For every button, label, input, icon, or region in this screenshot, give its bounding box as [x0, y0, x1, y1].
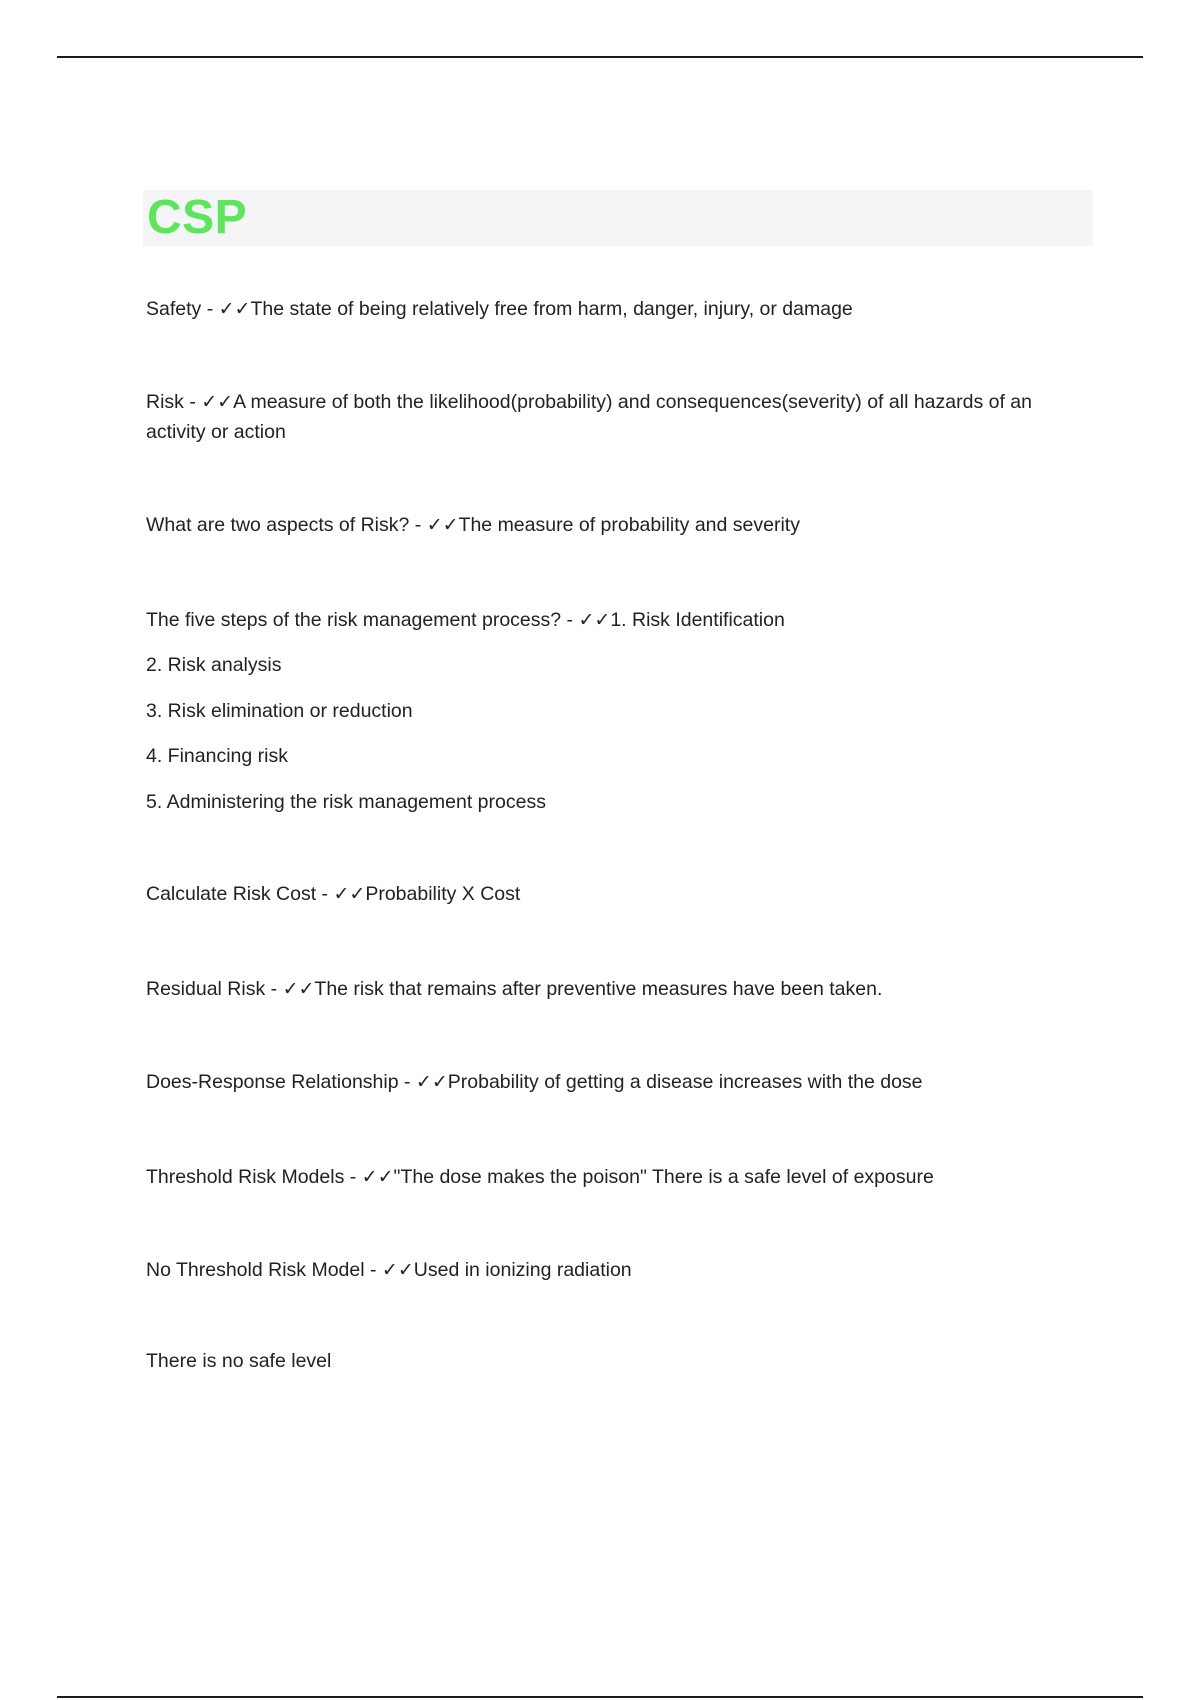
- flashcard-entry: [146, 1255, 1086, 1285]
- list-item: 4. Financing risk: [146, 745, 288, 767]
- document-title: CSP: [147, 191, 248, 244]
- flashcard-entry: [146, 294, 1086, 324]
- term: Residual Risk: [146, 978, 266, 1000]
- check-icon: ✓✓: [201, 391, 234, 413]
- check-icon: ✓✓: [333, 883, 366, 905]
- flashcard-entry: [146, 387, 1086, 447]
- separator: -: [201, 298, 219, 320]
- separator: -: [183, 391, 202, 413]
- list-item: 2. Risk analysis: [146, 654, 282, 676]
- separator: -: [265, 978, 283, 1000]
- definition: Probability of getting a disease increases with the dose: [447, 1071, 923, 1093]
- check-icon: ✓✓: [282, 978, 315, 1000]
- top-rule: [57, 56, 1143, 58]
- definition: Used in ionizing radiation: [413, 1259, 632, 1281]
- flashcard-entry: [146, 605, 1086, 635]
- separator: -: [409, 514, 427, 536]
- definition: A measure of both the likelihood(probability) and consequences(severity) of all hazards of an activity or action: [146, 391, 1032, 443]
- check-icon: ✓✓: [415, 1071, 448, 1093]
- definition: The state of being relatively free from harm, danger, injury, or damage: [250, 298, 853, 320]
- flashcard-entry: [146, 1162, 1086, 1192]
- list-item: 3. Risk elimination or reduction: [146, 700, 413, 722]
- bottom-rule: [57, 1696, 1143, 1698]
- check-icon: ✓✓: [381, 1259, 414, 1281]
- definition: Probability X Cost: [365, 883, 521, 905]
- check-icon: ✓✓: [578, 609, 611, 631]
- separator: -: [344, 1166, 362, 1188]
- separator: -: [398, 1071, 416, 1093]
- separator: -: [364, 1259, 382, 1281]
- term: No Threshold Risk Model: [146, 1259, 365, 1281]
- term: Threshold Risk Models: [146, 1166, 345, 1188]
- term: The five steps of the risk management process?: [146, 609, 562, 631]
- check-icon: ✓✓: [218, 298, 251, 320]
- flashcard-entry: [146, 510, 1086, 540]
- definition: The measure of probability and severity: [458, 514, 800, 536]
- term: Risk: [146, 391, 184, 413]
- term: What are two aspects of Risk?: [146, 514, 410, 536]
- continuation-line: There is no safe level: [146, 1350, 332, 1372]
- term: Does-Response Relationship: [146, 1071, 399, 1093]
- title-band: [143, 190, 1093, 246]
- check-icon: ✓✓: [426, 514, 459, 536]
- definition: The risk that remains after preventive measures have been taken.: [314, 978, 883, 1000]
- list-item: 5. Administering the risk management process: [146, 791, 546, 813]
- term: Calculate Risk Cost: [146, 883, 317, 905]
- flashcard-entry: [146, 879, 1086, 909]
- definition: 1. Risk Identification: [610, 609, 785, 631]
- flashcard-entry: [146, 1067, 1086, 1097]
- check-icon: ✓✓: [361, 1166, 394, 1188]
- flashcard-entry: [146, 974, 1086, 1004]
- definition: "The dose makes the poison" There is a safe level of exposure: [393, 1166, 934, 1188]
- term: Safety: [146, 298, 202, 320]
- separator: -: [316, 883, 334, 905]
- separator: -: [561, 609, 579, 631]
